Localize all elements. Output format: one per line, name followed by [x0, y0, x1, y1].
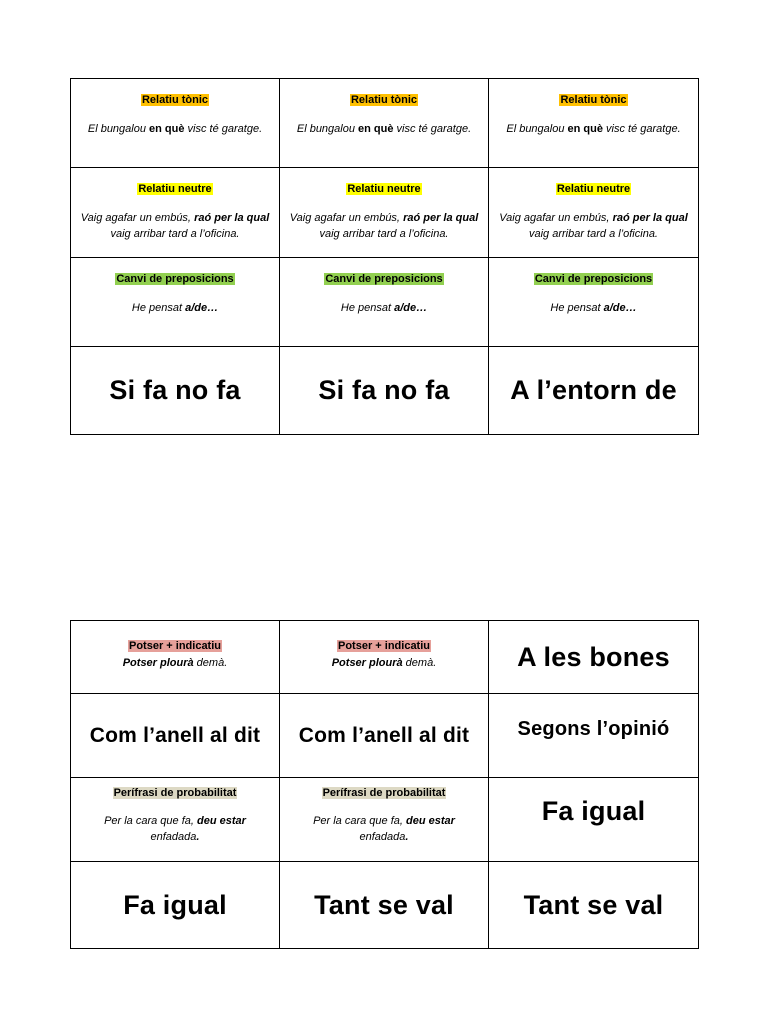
card-example: Vaig agafar un embús, raó per la qual vaig arribar tard a l’oficina.	[80, 212, 270, 240]
card-label: Canvi de preposicions	[116, 273, 234, 285]
card-potser-indicatiu	[280, 621, 489, 694]
card-expression	[489, 694, 699, 778]
expression-text: A les bones	[517, 641, 670, 672]
card-label: Canvi de preposicions	[534, 273, 653, 285]
card-relatiu-neutre	[280, 168, 489, 258]
card-label: Relatiu neutre	[556, 183, 631, 195]
expression-text: A l’entorn de	[510, 375, 677, 405]
card-expression	[280, 347, 489, 435]
card-canvi-preposicions	[489, 258, 699, 347]
card-label: Perífrasi de probabilitat	[322, 787, 446, 799]
card-potser-indicatiu	[71, 621, 280, 694]
card-relatiu-tonic	[71, 79, 280, 168]
card-label: Potser + indicatiu	[338, 640, 430, 652]
card-relatiu-tonic	[489, 79, 699, 168]
expression-text: Fa igual	[541, 796, 646, 826]
expression-text: Segons l’opinió	[517, 718, 670, 740]
expression-text: Fa igual	[123, 889, 227, 920]
card-perifrasi-probabilitat	[71, 778, 280, 862]
card-expression	[280, 862, 489, 949]
card-example: He pensat a/de…	[550, 302, 637, 314]
card-perifrasi-probabilitat	[280, 778, 489, 862]
card-example: He pensat a/de…	[340, 302, 428, 314]
card-example: El bungalou en què visc té garatge.	[296, 123, 472, 135]
card-example: Vaig agafar un embús, raó per la qual vaig arribar tard a l’oficina.	[499, 212, 688, 240]
card-label: Relatiu neutre	[138, 183, 212, 195]
card-label: Relatiu tònic	[141, 94, 208, 106]
expression-text: Com l’anell al dit	[89, 723, 261, 747]
card-expression	[489, 862, 699, 949]
card-example: El bungalou en què visc té garatge.	[87, 123, 263, 135]
card-expression	[280, 694, 489, 778]
expression-text: Si fa no fa	[318, 375, 450, 405]
card-expression	[71, 347, 280, 435]
card-expression	[489, 778, 699, 862]
expression-text: Tant se val	[523, 889, 664, 920]
expression-text: Si fa no fa	[109, 375, 241, 405]
card-expression	[71, 862, 280, 949]
card-label: Perífrasi de probabilitat	[113, 787, 237, 799]
card-example: Per la cara que fa, deu estar enfadada.	[104, 815, 246, 843]
expression-text: Tant se val	[314, 889, 454, 920]
card-label: Relatiu tònic	[560, 94, 627, 106]
card-sheet-1	[70, 78, 699, 435]
card-example: Potser plourà demà.	[122, 657, 228, 669]
card-relatiu-neutre	[71, 168, 280, 258]
card-label: Relatiu tònic	[350, 94, 417, 106]
card-example: Vaig agafar un embús, raó per la qual vaig arribar tard a l’oficina.	[289, 212, 479, 240]
card-expression	[489, 347, 699, 435]
card-label: Potser + indicatiu	[129, 640, 221, 652]
card-canvi-preposicions	[280, 258, 489, 347]
card-label: Canvi de preposicions	[325, 273, 443, 285]
card-relatiu-neutre	[489, 168, 699, 258]
card-expression	[71, 694, 280, 778]
card-example: Potser plourà demà.	[331, 657, 437, 669]
card-sheet-2	[70, 620, 699, 949]
card-expression	[489, 621, 699, 694]
card-example: He pensat a/de…	[131, 302, 219, 314]
card-canvi-preposicions	[71, 258, 280, 347]
card-example: El bungalou en què visc té garatge.	[506, 123, 681, 135]
card-example: Per la cara que fa, deu estar enfadada.	[313, 815, 455, 843]
card-label: Relatiu neutre	[347, 183, 421, 195]
card-relatiu-tonic	[280, 79, 489, 168]
expression-text: Com l’anell al dit	[298, 723, 470, 747]
